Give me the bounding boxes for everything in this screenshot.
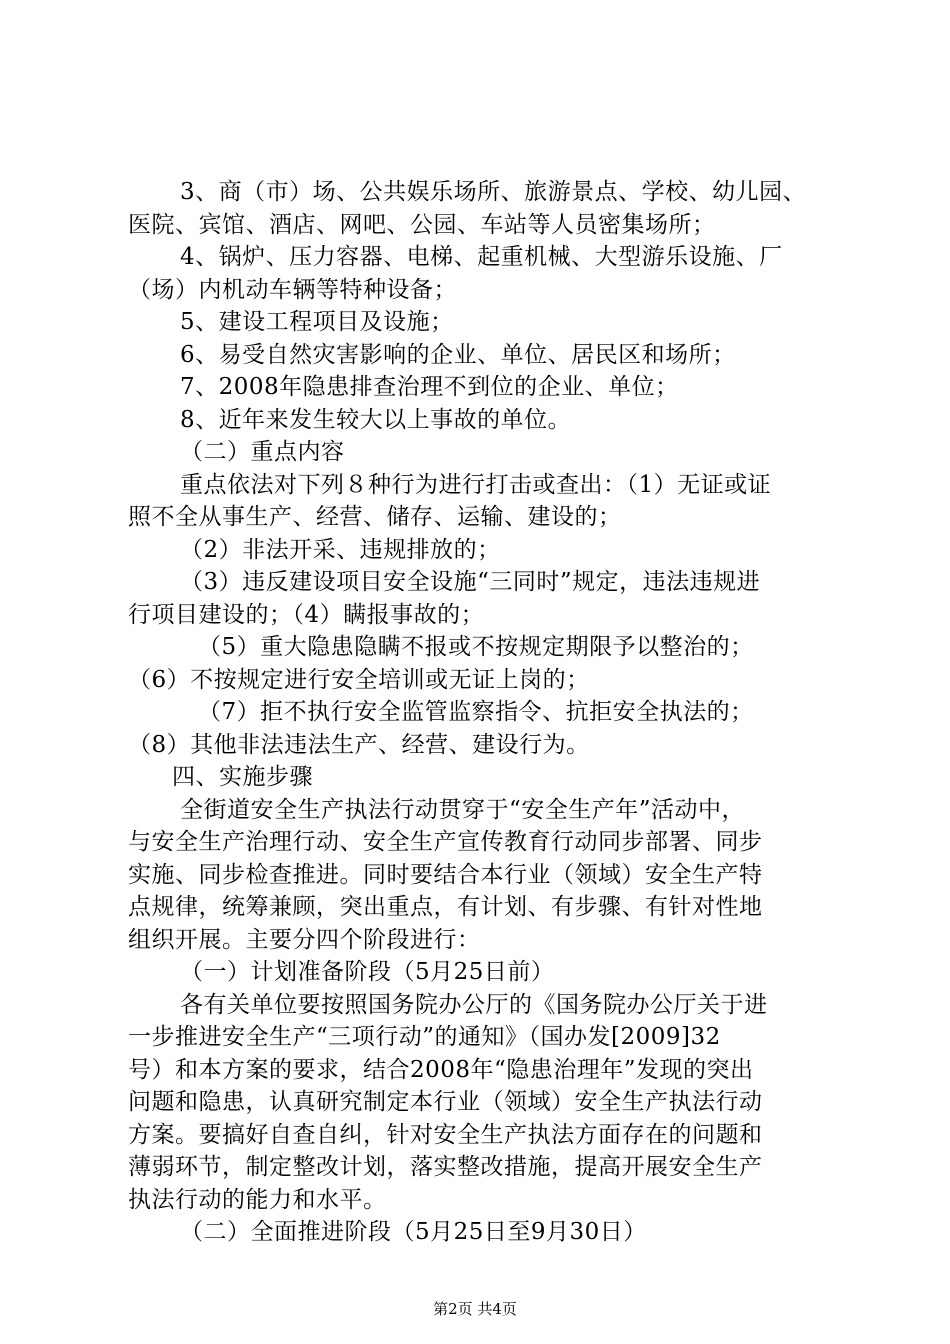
text-line: 8、近年来发生较大以上事故的单位。 (180, 406, 572, 433)
text-line: 重点依法对下列８种行为进行打击或查出：（1）无证或证 (180, 471, 772, 498)
text-line: 问题和隐患，认真研究制定本行业（领域）安全生产执法行动 (128, 1089, 763, 1115)
text-line: 方案。要搞好自查自纠，针对安全生产执法方面存在的问题和 (128, 1121, 763, 1148)
text-line: 点规律，统筹兼顾，突出重点，有计划、有步骤、有针对性地 (128, 894, 763, 920)
text-line: 5、建设工程项目及设施； (180, 309, 454, 335)
text-line: 实施、同步检查推进。同时要结合本行业（领域）安全生产特 (128, 861, 763, 888)
section-heading: （二）全面推进阶段（5月25日至9月30日） (180, 1219, 647, 1245)
text-line: 医院、宾馆、酒店、网吧、公园、车站等人员密集场所； (128, 211, 716, 238)
text-line: 3、商（市）场、公共娱乐场所、旅游景点、学校、幼儿园、 (180, 179, 807, 205)
text-line: （3）违反建设项目安全设施“三同时”规定，违法违规进 (180, 569, 761, 595)
text-line: （8）其他非法违法生产、经营、建设行为。 (128, 731, 590, 758)
section-heading: （一）计划准备阶段（5月25日前） (180, 959, 555, 985)
text-line: 照不全从事生产、经营、储存、运输、建设的； (128, 504, 622, 530)
text-line: 4、锅炉、压力容器、电梯、起重机械、大型游乐设施、厂 (180, 244, 783, 270)
document-body (128, 176, 828, 1249)
text-line: （6）不按规定进行安全培训或无证上岗的； (128, 666, 590, 693)
text-line: 执法行动的能力和水平。 (128, 1186, 387, 1213)
text-line: 组织开展。主要分四个阶段进行： (128, 926, 481, 953)
text-line: （2）非法开采、违规排放的； (180, 536, 501, 563)
text-line: （7）拒不执行安全监管监察指令、抗拒安全执法的； (198, 699, 754, 725)
text-line: 与安全生产治理行动、安全生产宣传教育行动同步部署、同步 (128, 829, 763, 855)
section-heading: 四、实施步骤 (172, 764, 313, 790)
text-line: （5）重大隐患隐瞒不报或不按规定期限予以整治的； (198, 634, 754, 660)
text-line: 6、易受自然灾害影响的企业、单位、居民区和场所； (180, 341, 736, 368)
text-line: 薄弱环节，制定整改计划，落实整改措施，提高开展安全生产 (128, 1154, 763, 1180)
page-footer: 第2页 共4页 (433, 1300, 517, 1318)
section-heading: （二）重点内容 (180, 439, 345, 465)
text-line: 一步推进安全生产“三项行动”的通知》（国办发[2009]32 (128, 1024, 721, 1050)
text-line: 号）和本方案的要求，结合2008年“隐患治理年”发现的突出 (128, 1056, 754, 1083)
text-line: 各有关单位要按照国务院办公厅的《国务院办公厅关于进 (180, 991, 768, 1018)
text-line: （场）内机动车辆等特种设备； (128, 276, 457, 303)
text-line: 行项目建设的；（4）瞒报事故的； (128, 601, 485, 628)
text-line: 7、2008年隐患排查治理不到位的企业、单位； (180, 374, 679, 400)
text-line: 全街道安全生产执法行动贯穿于“安全生产年”活动中， (180, 796, 746, 823)
